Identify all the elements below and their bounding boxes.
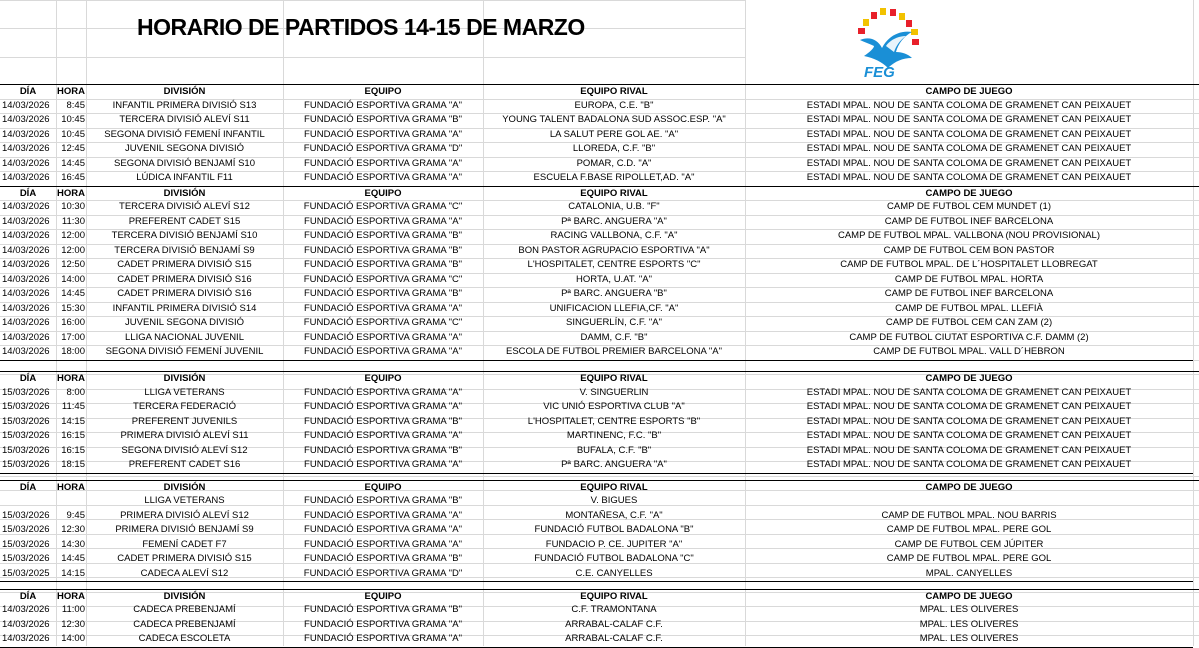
rival-cell[interactable]: ESCOLA DE FUTBOL PREMIER BARCELONA "A"	[506, 346, 722, 357]
header-hora[interactable]: HORA	[57, 481, 85, 493]
grid-row-line	[0, 0, 745, 1]
time-cell[interactable]: 11:45	[61, 401, 85, 413]
time-cell[interactable]: 14:45	[61, 288, 85, 299]
team-cell[interactable]: FUNDACIÓ ESPORTIVA GRAMA "A"	[304, 302, 462, 314]
division-cell[interactable]: SEGONA DIVISIÓ ALEVÍ S12	[121, 444, 248, 456]
venue-cell[interactable]: ESTADI MPAL. NOU DE SANTA COLOMA DE GRAMENET CAN PEIXAUET	[806, 128, 1132, 140]
venue-cell[interactable]: CAMP DE FUTBOL INEF BARCELONA	[884, 215, 1054, 227]
division-cell[interactable]: PRIMERA DIVISIÓ ALEVÍ S12	[120, 509, 249, 521]
team-cell[interactable]: FUNDACIÓ ESPORTIVA GRAMA "A"	[304, 633, 462, 645]
time-cell[interactable]: 12:50	[61, 259, 85, 270]
rival-cell[interactable]: V. BIGUES	[590, 495, 638, 507]
team-cell[interactable]: FUNDACIÓ ESPORTIVA GRAMA "B"	[304, 114, 462, 125]
time-cell[interactable]: 14:00	[61, 633, 85, 645]
division-cell[interactable]: TERCERA FEDERACIÓ	[133, 401, 236, 413]
table-row	[0, 142, 1199, 157]
header-dia[interactable]: DÍA	[19, 187, 37, 199]
time-cell[interactable]: 12:30	[61, 524, 85, 536]
team-cell[interactable]: FUNDACIÓ ESPORTIVA GRAMA "A"	[304, 430, 462, 442]
division-cell[interactable]: CADECA ESCOLETA	[138, 633, 231, 645]
rival-cell[interactable]: YOUNG TALENT BADALONA SUD ASSOC.ESP. "A"	[502, 114, 726, 125]
table-row	[0, 523, 1199, 538]
time-cell[interactable]: 10:45	[61, 114, 85, 125]
division-cell[interactable]: PRIMERA DIVISIÓ BENJAMÍ S9	[115, 524, 254, 536]
time-cell[interactable]: 14:00	[61, 273, 85, 285]
day-cell[interactable]: 14/03/2026	[2, 317, 50, 328]
venue-cell[interactable]: CAMP DE FUTBOL MPAL. PERE GOL	[886, 553, 1052, 565]
rival-cell[interactable]: BUFALA, C.F. "B"	[576, 444, 652, 456]
header-hora[interactable]: HORA	[57, 590, 85, 602]
rival-cell[interactable]: EUROPA, C.E. "B"	[574, 99, 654, 111]
team-cell[interactable]: FUNDACIÓ ESPORTIVA GRAMA "B"	[304, 259, 462, 270]
venue-cell[interactable]: MPAL. LES OLIVERES	[919, 633, 1019, 645]
time-cell[interactable]: 16:45	[61, 172, 85, 183]
time-cell[interactable]: 10:30	[61, 201, 85, 212]
day-cell[interactable]: 14/03/2026	[2, 230, 50, 241]
rival-cell[interactable]: Pª BARC. ANGUERA "A"	[561, 215, 667, 227]
day-cell[interactable]: 15/03/2026	[2, 538, 50, 550]
team-cell[interactable]: FUNDACIÓ ESPORTIVA GRAMA "A"	[304, 401, 462, 413]
time-cell[interactable]: 14:15	[61, 567, 85, 579]
rival-cell[interactable]: MARTINENC, F.C. "B"	[566, 430, 662, 442]
venue-cell[interactable]: CAMP DE FUTBOL MPAL. VALLBONA (NOU PROVISIONAL)	[837, 230, 1100, 241]
table-row	[0, 509, 1199, 524]
venue-cell[interactable]: CAMP DE FUTBOL CEM MUNDET (1)	[887, 201, 1051, 212]
venue-cell[interactable]	[745, 494, 1193, 509]
header-campo[interactable]: CAMPO DE JUEGO	[925, 481, 1013, 493]
venue-cell[interactable]: ESTADI MPAL. NOU DE SANTA COLOMA DE GRAMENET CAN PEIXAUET	[806, 157, 1132, 169]
team-cell[interactable]: FUNDACIÓ ESPORTIVA GRAMA "D"	[303, 567, 463, 579]
rival-cell[interactable]: C.E. CANYELLES	[575, 567, 653, 579]
time-cell[interactable]: 14:30	[61, 538, 85, 550]
day-cell[interactable]: 14/03/2026	[2, 99, 50, 111]
grid-row-line	[0, 476, 1199, 477]
division-cell[interactable]: PREFERENT CADET S15	[128, 215, 241, 227]
division-cell[interactable]: LLIGA NACIONAL JUVENIL	[125, 331, 244, 343]
day-cell[interactable]: 14/03/2026	[2, 157, 50, 169]
team-cell[interactable]: FUNDACIÓ ESPORTIVA GRAMA "B"	[304, 495, 462, 507]
time-cell[interactable]: 9:45	[66, 509, 85, 521]
venue-cell[interactable]: ESTADI MPAL. NOU DE SANTA COLOMA DE GRAMENET CAN PEIXAUET	[806, 172, 1132, 183]
header-equipo[interactable]: EQUIPO	[364, 373, 402, 385]
header-campo[interactable]: CAMPO DE JUEGO	[925, 373, 1013, 385]
division-cell[interactable]: LLIGA VETERANS	[144, 495, 225, 507]
venue-cell[interactable]: CAMP DE FUTBOL MPAL. HORTA	[894, 273, 1044, 285]
day-cell[interactable]: 15/03/2026	[2, 509, 50, 521]
time-cell[interactable]: 14:45	[61, 553, 85, 565]
table-row	[0, 99, 1199, 114]
table-row	[0, 429, 1199, 444]
table-row	[0, 157, 1199, 172]
team-cell[interactable]: FUNDACIÓ ESPORTIVA GRAMA "A"	[304, 386, 462, 398]
venue-cell[interactable]: ESTADI MPAL. NOU DE SANTA COLOMA DE GRAMENET CAN PEIXAUET	[806, 415, 1132, 427]
team-cell[interactable]: FUNDACIÓ ESPORTIVA GRAMA "C"	[303, 201, 463, 212]
time-cell[interactable]: 16:15	[61, 444, 85, 456]
team-cell[interactable]: FUNDACIÓ ESPORTIVA GRAMA "C"	[303, 273, 463, 285]
table-header-row	[0, 589, 1199, 605]
table-row	[0, 400, 1199, 415]
day-cell[interactable]: 14/03/2026	[2, 604, 50, 616]
rival-cell[interactable]: MONTAÑESA, C.F. "A"	[565, 509, 663, 521]
division-cell[interactable]: JUVENIL SEGONA DIVISIÓ	[125, 143, 244, 154]
day-cell[interactable]: 15/03/2025	[2, 567, 50, 579]
rival-cell[interactable]: ARRABAL-CALAF C.F.	[565, 633, 663, 645]
header-rival[interactable]: EQUIPO RIVAL	[580, 590, 648, 602]
team-cell[interactable]: FUNDACIÓ ESPORTIVA GRAMA "A"	[304, 538, 462, 550]
table-row	[0, 229, 1199, 244]
time-cell[interactable]: 8:00	[66, 386, 85, 398]
table-row	[0, 494, 1199, 509]
time-cell[interactable]: 8:45	[66, 99, 85, 111]
venue-cell[interactable]: ESTADI MPAL. NOU DE SANTA COLOMA DE GRAMENET CAN PEIXAUET	[806, 114, 1132, 125]
header-equipo[interactable]: EQUIPO	[364, 187, 402, 199]
table-row	[0, 458, 1199, 473]
day-cell[interactable]: 14/03/2026	[2, 215, 50, 227]
division-cell[interactable]: CADECA ALEVÍ S12	[140, 567, 229, 579]
rival-cell[interactable]: L'HOSPITALET, CENTRE ESPORTS "C"	[527, 259, 701, 270]
day-cell[interactable]: 14/03/2026	[2, 201, 50, 212]
header-division[interactable]: DIVISIÓN	[163, 590, 206, 602]
division-cell[interactable]: CADET PRIMERA DIVISIÓ S15	[117, 553, 252, 565]
time-cell[interactable]: 17:00	[61, 331, 85, 343]
division-cell[interactable]: SEGONA DIVISIÓ FEMENÍ INFANTIL	[104, 128, 265, 140]
day-cell[interactable]: 14/03/2026	[2, 172, 50, 183]
table-row	[0, 258, 1199, 273]
table-row	[0, 128, 1199, 143]
division-cell[interactable]: TERCERA DIVISIÓ ALEVÍ S12	[119, 201, 250, 212]
rival-cell[interactable]: VIC UNIÓ ESPORTIVA CLUB "A"	[543, 401, 685, 413]
rival-cell[interactable]: FUNDACIÓ FUTBOL BADALONA "B"	[534, 524, 694, 536]
venue-cell[interactable]: CAMP DE FUTBOL MPAL. NOU BARRIS	[881, 509, 1057, 521]
team-cell[interactable]: FUNDACIÓ ESPORTIVA GRAMA "A"	[304, 618, 462, 630]
logo-text: FEG	[864, 64, 895, 80]
team-cell[interactable]: FUNDACIÓ ESPORTIVA GRAMA "A"	[304, 459, 462, 471]
header-hora[interactable]: HORA	[57, 86, 85, 97]
venue-cell[interactable]: ESTADI MPAL. NOU DE SANTA COLOMA DE GRAMENET CAN PEIXAUET	[806, 430, 1132, 442]
day-cell[interactable]: 14/03/2026	[2, 114, 50, 125]
feg-logo	[852, 6, 924, 80]
division-cell[interactable]: TERCERA DIVISIÓ BENJAMÍ S9	[114, 244, 255, 256]
table-row	[0, 200, 1199, 215]
rival-cell[interactable]: SINGUERLÍN, C.F. "A"	[566, 317, 662, 328]
table-row	[0, 386, 1199, 401]
header-rival[interactable]: EQUIPO RIVAL	[580, 481, 648, 493]
table-row	[0, 244, 1199, 259]
team-cell[interactable]: FUNDACIÓ ESPORTIVA GRAMA "A"	[304, 331, 462, 343]
time-cell[interactable]: 16:15	[61, 430, 85, 442]
division-cell[interactable]: TERCERA DIVISIÓ ALEVÍ S11	[119, 114, 250, 125]
time-cell[interactable]	[56, 494, 86, 509]
rival-cell[interactable]: POMAR, C.D. "A"	[576, 157, 652, 169]
team-cell[interactable]: FUNDACIÓ ESPORTIVA GRAMA "A"	[304, 128, 462, 140]
team-cell[interactable]: FUNDACIÓ ESPORTIVA GRAMA "B"	[304, 604, 462, 616]
table-row	[0, 567, 1199, 582]
section-bottom-border	[0, 473, 1193, 474]
rival-cell[interactable]: FUNDACIÓ FUTBOL BADALONA "C"	[534, 553, 694, 565]
division-cell[interactable]: INFANTIL PRIMERA DIVISIÓ S13	[112, 99, 257, 111]
rival-cell[interactable]: HORTA, U.AT. "A"	[576, 273, 652, 285]
header-campo[interactable]: CAMPO DE JUEGO	[925, 590, 1013, 602]
time-cell[interactable]: 12:45	[61, 143, 85, 154]
team-cell[interactable]: FUNDACIÓ ESPORTIVA GRAMA "A"	[304, 346, 462, 357]
team-cell[interactable]: FUNDACIÓ ESPORTIVA GRAMA "A"	[304, 215, 462, 227]
venue-cell[interactable]: ESTADI MPAL. NOU DE SANTA COLOMA DE GRAMENET CAN PEIXAUET	[806, 386, 1132, 398]
division-cell[interactable]: CADET PRIMERA DIVISIÓ S16	[117, 273, 252, 285]
rival-cell[interactable]: RACING VALLBONA, C.F. "A"	[550, 230, 678, 241]
table-row	[0, 538, 1199, 553]
table-header-row	[0, 371, 1199, 387]
table-row	[0, 215, 1199, 230]
rival-cell[interactable]: ESCUELA F.BASE RIPOLLET,AD. "A"	[533, 172, 695, 183]
table-row	[0, 302, 1199, 317]
time-cell[interactable]: 11:00	[61, 604, 85, 616]
header-hora[interactable]: HORA	[57, 373, 85, 385]
rival-cell[interactable]: LLOREDA, C.F. "B"	[572, 143, 656, 154]
division-cell[interactable]: CADET PRIMERA DIVISIÓ S16	[117, 288, 252, 299]
day-cell[interactable]: 14/03/2026	[2, 331, 50, 343]
day-cell[interactable]: 14/03/2026	[2, 273, 50, 285]
table-row	[0, 287, 1199, 302]
division-cell[interactable]: SEGONA DIVISIÓ FEMENÍ JUVENIL	[105, 346, 264, 357]
header-division[interactable]: DIVISIÓN	[163, 481, 206, 493]
division-cell[interactable]: CADET PRIMERA DIVISIÓ S15	[117, 259, 252, 270]
rival-cell[interactable]: V. SINGUERLIN	[579, 386, 649, 398]
table-row	[0, 632, 1199, 647]
day-cell[interactable]	[0, 494, 56, 509]
time-cell[interactable]: 14:45	[61, 157, 85, 169]
venue-cell[interactable]: ESTADI MPAL. NOU DE SANTA COLOMA DE GRAMENET CAN PEIXAUET	[806, 459, 1132, 471]
header-equipo[interactable]: EQUIPO	[364, 590, 402, 602]
team-cell[interactable]: FUNDACIÓ ESPORTIVA GRAMA "A"	[304, 524, 462, 536]
table-row	[0, 273, 1199, 288]
day-cell[interactable]: 14/03/2026	[2, 346, 50, 357]
venue-cell[interactable]: ESTADI MPAL. NOU DE SANTA COLOMA DE GRAMENET CAN PEIXAUET	[806, 401, 1132, 413]
header-campo[interactable]: CAMPO DE JUEGO	[925, 187, 1013, 199]
team-cell[interactable]: FUNDACIÓ ESPORTIVA GRAMA "B"	[304, 415, 462, 427]
day-cell[interactable]: 15/03/2026	[2, 386, 50, 398]
team-cell[interactable]: FUNDACIÓ ESPORTIVA GRAMA "B"	[304, 244, 462, 256]
venue-cell[interactable]: ESTADI MPAL. NOU DE SANTA COLOMA DE GRAMENET CAN PEIXAUET	[806, 143, 1132, 154]
time-cell[interactable]: 10:45	[61, 128, 85, 140]
section-bottom-border	[0, 360, 1193, 361]
team-cell[interactable]: FUNDACIÓ ESPORTIVA GRAMA "A"	[304, 99, 462, 111]
grid-row-line	[0, 57, 745, 58]
time-cell[interactable]: 18:15	[61, 459, 85, 471]
section-bottom-border	[0, 581, 1193, 582]
time-cell[interactable]: 14:15	[61, 415, 85, 427]
header-hora[interactable]: HORA	[57, 187, 85, 199]
division-cell[interactable]: TERCERA DIVISIÓ BENJAMÍ S10	[111, 230, 258, 241]
section-bottom-border	[0, 647, 1193, 648]
venue-cell[interactable]: CAMP DE FUTBOL CEM JÚPITER	[894, 538, 1044, 550]
team-cell[interactable]: FUNDACIÓ ESPORTIVA GRAMA "B"	[304, 444, 462, 456]
table-row	[0, 603, 1199, 618]
rival-cell[interactable]: CATALONIA, U.B. "F"	[568, 201, 660, 212]
day-cell[interactable]: 15/03/2026	[2, 430, 50, 442]
day-cell[interactable]: 14/03/2026	[2, 288, 50, 299]
day-cell[interactable]: 14/03/2026	[2, 143, 50, 154]
table-row	[0, 171, 1199, 186]
time-cell[interactable]: 18:00	[61, 346, 85, 357]
rival-cell[interactable]: L'HOSPITALET, CENTRE ESPORTS "B"	[527, 415, 701, 427]
page-title: HORARIO DE PARTIDOS 14-15 DE MARZO	[137, 14, 585, 40]
venue-cell[interactable]: CAMP DE FUTBOL MPAL. PERE GOL	[886, 524, 1052, 536]
venue-cell[interactable]: CAMP DE FUTBOL CEM BON PASTOR	[883, 244, 1055, 256]
header-equipo[interactable]: EQUIPO	[364, 481, 402, 493]
table-header-row	[0, 480, 1199, 496]
venue-cell[interactable]: ESTADI MPAL. NOU DE SANTA COLOMA DE GRAMENET CAN PEIXAUET	[806, 99, 1132, 111]
team-cell[interactable]: FUNDACIÓ ESPORTIVA GRAMA "C"	[303, 317, 463, 328]
division-cell[interactable]: PRIMERA DIVISIÓ ALEVÍ S11	[120, 430, 249, 442]
venue-cell[interactable]: CAMP DE FUTBOL CIUTAT ESPORTIVA C.F. DAMM (2)	[849, 331, 1089, 343]
header-campo[interactable]: CAMPO DE JUEGO	[925, 86, 1013, 97]
table-row	[0, 331, 1199, 346]
time-cell[interactable]: 11:30	[61, 215, 85, 227]
time-cell[interactable]: 12:00	[61, 230, 85, 241]
day-cell[interactable]: 14/03/2026	[2, 618, 50, 630]
team-cell[interactable]: FUNDACIÓ ESPORTIVA GRAMA "B"	[304, 553, 462, 565]
header-equipo[interactable]: EQUIPO	[364, 86, 402, 97]
header-rival[interactable]: EQUIPO RIVAL	[580, 86, 648, 97]
division-cell[interactable]: LLIGA VETERANS	[144, 386, 225, 398]
rival-cell[interactable]: Pª BARC. ANGUERA "B"	[561, 288, 667, 299]
header-division[interactable]: DIVISIÓN	[163, 187, 206, 199]
venue-cell[interactable]: CAMP DE FUTBOL MPAL. LLEFIÀ	[895, 302, 1043, 314]
header-division[interactable]: DIVISIÓN	[163, 373, 206, 385]
team-cell[interactable]: FUNDACIÓ ESPORTIVA GRAMA "A"	[304, 157, 462, 169]
day-cell[interactable]: 14/03/2026	[2, 259, 50, 270]
day-cell[interactable]: 15/03/2026	[2, 553, 50, 565]
day-cell[interactable]: 14/03/2026	[2, 302, 50, 314]
table-row	[0, 415, 1199, 430]
rival-cell[interactable]: BON PASTOR AGRUPACIO ESPORTIVA "A"	[518, 244, 710, 256]
time-cell[interactable]: 12:30	[61, 618, 85, 630]
venue-cell[interactable]: MPAL. CANYELLES	[925, 567, 1013, 579]
header-dia[interactable]: DÍA	[19, 373, 37, 385]
day-cell[interactable]: 15/03/2026	[2, 415, 50, 427]
division-cell[interactable]: JUVENIL SEGONA DIVISIÓ	[125, 317, 244, 328]
day-cell[interactable]: 15/03/2026	[2, 524, 50, 536]
table-row	[0, 113, 1199, 128]
division-cell[interactable]: CADECA PREBENJAMÍ	[133, 618, 236, 630]
header-dia[interactable]: DÍA	[19, 86, 37, 97]
division-cell[interactable]: PREFERENT CADET S16	[128, 459, 241, 471]
venue-cell[interactable]: CAMP DE FUTBOL INEF BARCELONA	[884, 288, 1054, 299]
day-cell[interactable]: 15/03/2026	[2, 459, 50, 471]
table-row	[0, 552, 1199, 567]
header-dia[interactable]: DÍA	[19, 590, 37, 602]
header-division[interactable]: DIVISIÓN	[163, 86, 206, 97]
rival-cell[interactable]: Pª BARC. ANGUERA "A"	[561, 459, 667, 471]
day-cell[interactable]: 14/03/2026	[2, 244, 50, 256]
table-row	[0, 345, 1199, 360]
day-cell[interactable]: 15/03/2026	[2, 444, 50, 456]
division-cell[interactable]: LÚDICA INFANTIL F11	[136, 172, 233, 183]
day-cell[interactable]: 14/03/2026	[2, 128, 50, 140]
team-cell[interactable]: FUNDACIÓ ESPORTIVA GRAMA "B"	[304, 230, 462, 241]
time-cell[interactable]: 15:30	[61, 302, 85, 314]
table-row	[0, 618, 1199, 633]
venue-cell[interactable]: CAMP DE FUTBOL CEM CAN ZAM (2)	[885, 317, 1053, 328]
rival-cell[interactable]: FUNDACIO P. CE. JUPITER "A"	[545, 538, 683, 550]
header-dia[interactable]: DÍA	[19, 481, 37, 493]
venue-cell[interactable]: MPAL. LES OLIVERES	[919, 604, 1019, 616]
venue-cell[interactable]: MPAL. LES OLIVERES	[919, 618, 1019, 630]
table-header-row	[0, 84, 1199, 100]
team-cell[interactable]: FUNDACIÓ ESPORTIVA GRAMA "D"	[303, 143, 463, 154]
time-cell[interactable]: 12:00	[61, 244, 85, 256]
rival-cell[interactable]: DAMM, C.F. "B"	[580, 331, 648, 343]
day-cell[interactable]: 14/03/2026	[2, 633, 50, 645]
division-cell[interactable]: FEMENÍ CADET F7	[142, 538, 227, 550]
day-cell[interactable]: 15/03/2026	[2, 401, 50, 413]
table-row	[0, 316, 1199, 331]
header-rival[interactable]: EQUIPO RIVAL	[580, 187, 648, 199]
team-cell[interactable]: FUNDACIÓ ESPORTIVA GRAMA "A"	[304, 509, 462, 521]
division-cell[interactable]: INFANTIL PRIMERA DIVISIÓ S14	[112, 302, 257, 314]
venue-cell[interactable]: ESTADI MPAL. NOU DE SANTA COLOMA DE GRAMENET CAN PEIXAUET	[806, 444, 1132, 456]
table-row	[0, 444, 1199, 459]
rival-cell[interactable]: C.F. TRAMONTANA	[571, 604, 657, 616]
time-cell[interactable]: 16:00	[61, 317, 85, 328]
team-cell[interactable]: FUNDACIÓ ESPORTIVA GRAMA "B"	[304, 288, 462, 299]
venue-cell[interactable]: CAMP DE FUTBOL MPAL. VALL D´HEBRON	[873, 346, 1065, 357]
table-header-row	[0, 186, 1199, 202]
rival-cell[interactable]: LA SALUT PERE GOL AE. "A"	[549, 128, 679, 140]
rival-cell[interactable]: UNIFICACION LLEFIA,CF. "A"	[549, 302, 679, 314]
division-cell[interactable]: PREFERENT JUVENILS	[131, 415, 238, 427]
division-cell[interactable]: SEGONA DIVISIÓ BENJAMÍ S10	[114, 157, 255, 169]
venue-cell[interactable]: CAMP DE FUTBOL MPAL. DE L´HOSPITALET LLOBREGAT	[840, 259, 1098, 270]
division-cell[interactable]: CADECA PREBENJAMÍ	[133, 604, 236, 616]
header-rival[interactable]: EQUIPO RIVAL	[580, 373, 648, 385]
rival-cell[interactable]: ARRABAL-CALAF C.F.	[565, 618, 663, 630]
team-cell[interactable]: FUNDACIÓ ESPORTIVA GRAMA "A"	[304, 172, 462, 183]
